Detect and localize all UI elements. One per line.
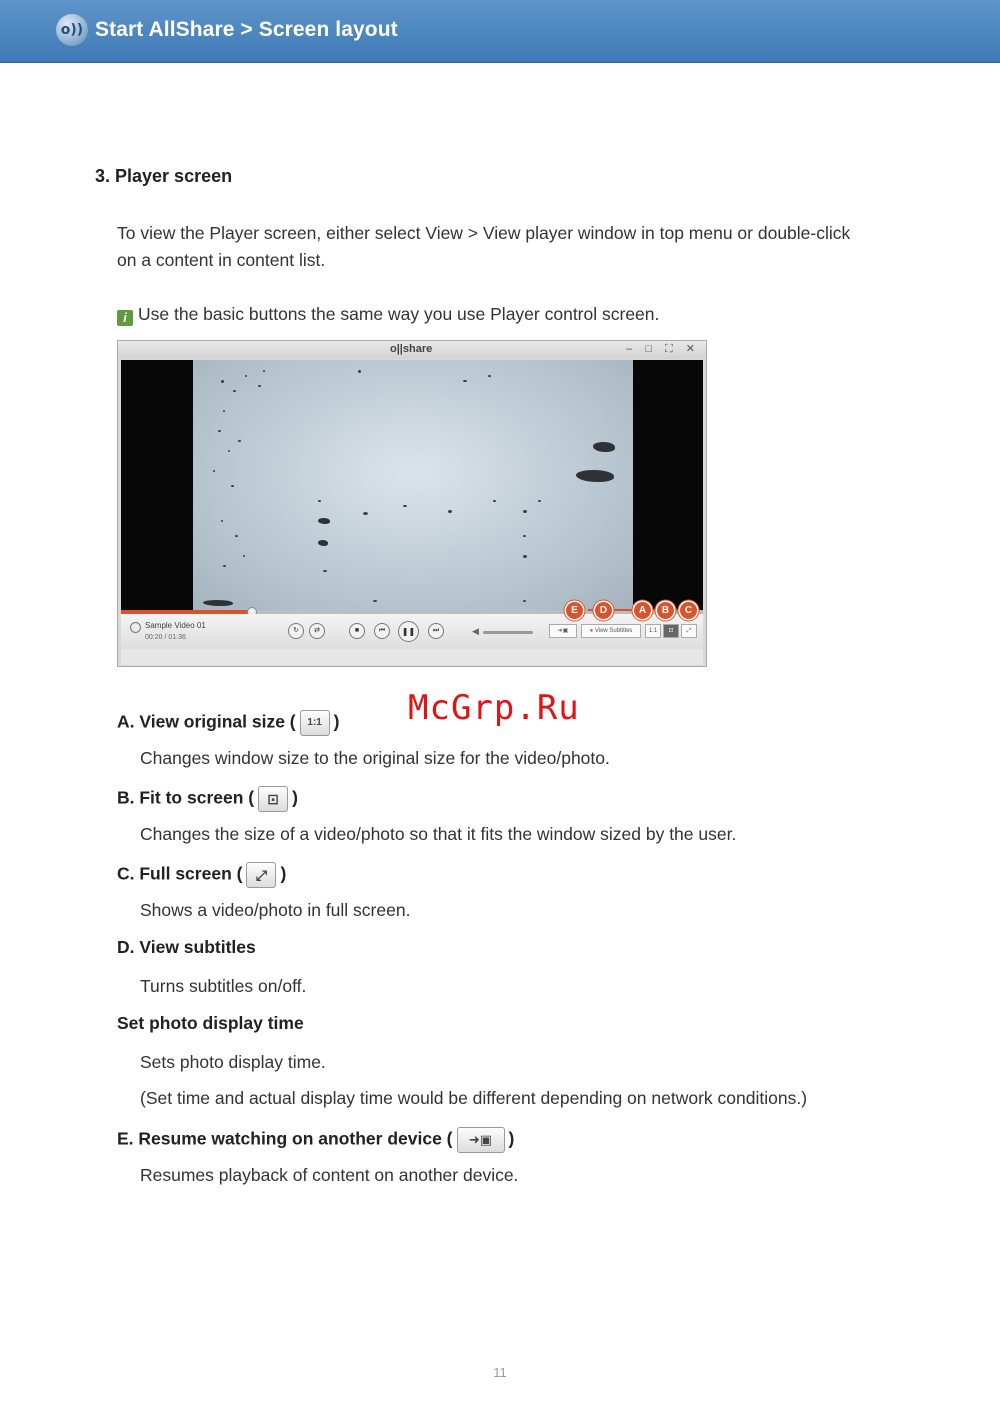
window-controls[interactable]: – □ ⛶ ✕ [626, 343, 700, 355]
stop-button[interactable]: ■ [349, 623, 365, 639]
item-a-desc: Changes window size to the original size for the video/photo. [140, 748, 610, 768]
video-frame [193, 360, 633, 610]
fit-to-screen-icon: ⊡ [258, 786, 288, 812]
intro-line-2: on a content in content list. [117, 250, 326, 270]
player-bottom-strip [121, 649, 703, 665]
player-control-bar [121, 614, 703, 649]
item-c-desc: Shows a video/photo in full screen. [140, 900, 411, 920]
now-playing-time: 00:20 / 01:36 [145, 634, 186, 641]
volume-icon: ◀ [472, 626, 479, 636]
item-d-title: D. View subtitles [117, 937, 256, 957]
player-logo: o||share [390, 343, 433, 355]
repeat-button[interactable]: ↻ [288, 623, 304, 639]
intro-line-1: To view the Player screen, either select View > View player window in top menu or double-click [117, 223, 851, 243]
item-a-title: A. View original size ( 1:1 ) [117, 710, 339, 736]
header-title: Start AllShare > Screen layout [95, 18, 398, 41]
item-e-title: E. Resume watching on another device ( ➜▣ ) [117, 1127, 514, 1153]
intro-paragraph [117, 220, 917, 274]
video-area [121, 360, 703, 610]
next-button[interactable]: ⏭ [428, 623, 444, 639]
previous-button[interactable]: ⏮ [374, 623, 390, 639]
page-number: 11 [493, 1365, 507, 1380]
item-photo-time-title: Set photo display time [117, 1013, 304, 1033]
item-photo-time-desc: Sets photo display time. [140, 1052, 326, 1072]
item-d-desc: Turns subtitles on/off. [140, 976, 307, 996]
tip-icon: i [117, 310, 133, 326]
section-title: 3. Player screen [95, 166, 233, 186]
tip-note [117, 301, 917, 328]
watermark: McGrp.Ru [408, 688, 580, 728]
full-screen-icon: ⤢ [246, 862, 276, 888]
full-screen-button[interactable]: ⤢ [681, 624, 697, 638]
fit-to-screen-button[interactable]: ⊡ [663, 624, 679, 638]
item-b-desc: Changes the size of a video/photo so that it fits the window sized by the user. [140, 824, 737, 844]
item-b-title: B. Fit to screen ( ⊡ ) [117, 786, 298, 812]
now-playing-icon [130, 622, 141, 633]
item-e-desc: Resumes playback of content on another device. [140, 1165, 519, 1185]
original-size-button[interactable]: 1:1 [645, 624, 661, 638]
volume-slider[interactable] [483, 631, 533, 634]
original-size-icon: 1:1 [300, 710, 330, 736]
allshare-logo-icon: o)) [56, 14, 88, 46]
pause-button[interactable]: ❚❚ [398, 621, 419, 642]
header-bar [0, 0, 1000, 63]
resume-device-icon: ➜▣ [457, 1127, 505, 1153]
callout-a: A [634, 602, 651, 619]
now-playing-title: Sample Video 01 [145, 621, 206, 630]
player-titlebar [118, 341, 706, 359]
tip-text: Use the basic buttons the same way you use Player control screen. [138, 304, 660, 324]
callout-e: E [566, 602, 583, 619]
player-screenshot [117, 340, 707, 667]
item-photo-time-note: (Set time and actual display time would be different depending on network conditions.) [140, 1088, 808, 1108]
view-subtitles-button[interactable]: ● View Subtitles [581, 624, 641, 638]
shuffle-button[interactable]: ⇄ [309, 623, 325, 639]
callout-d: D [595, 602, 612, 619]
callout-b: B [657, 602, 674, 619]
item-c-title: C. Full screen ( ⤢ ) [117, 862, 286, 888]
resume-on-device-button[interactable]: ➜▣ [549, 624, 577, 638]
callout-c: C [680, 602, 697, 619]
